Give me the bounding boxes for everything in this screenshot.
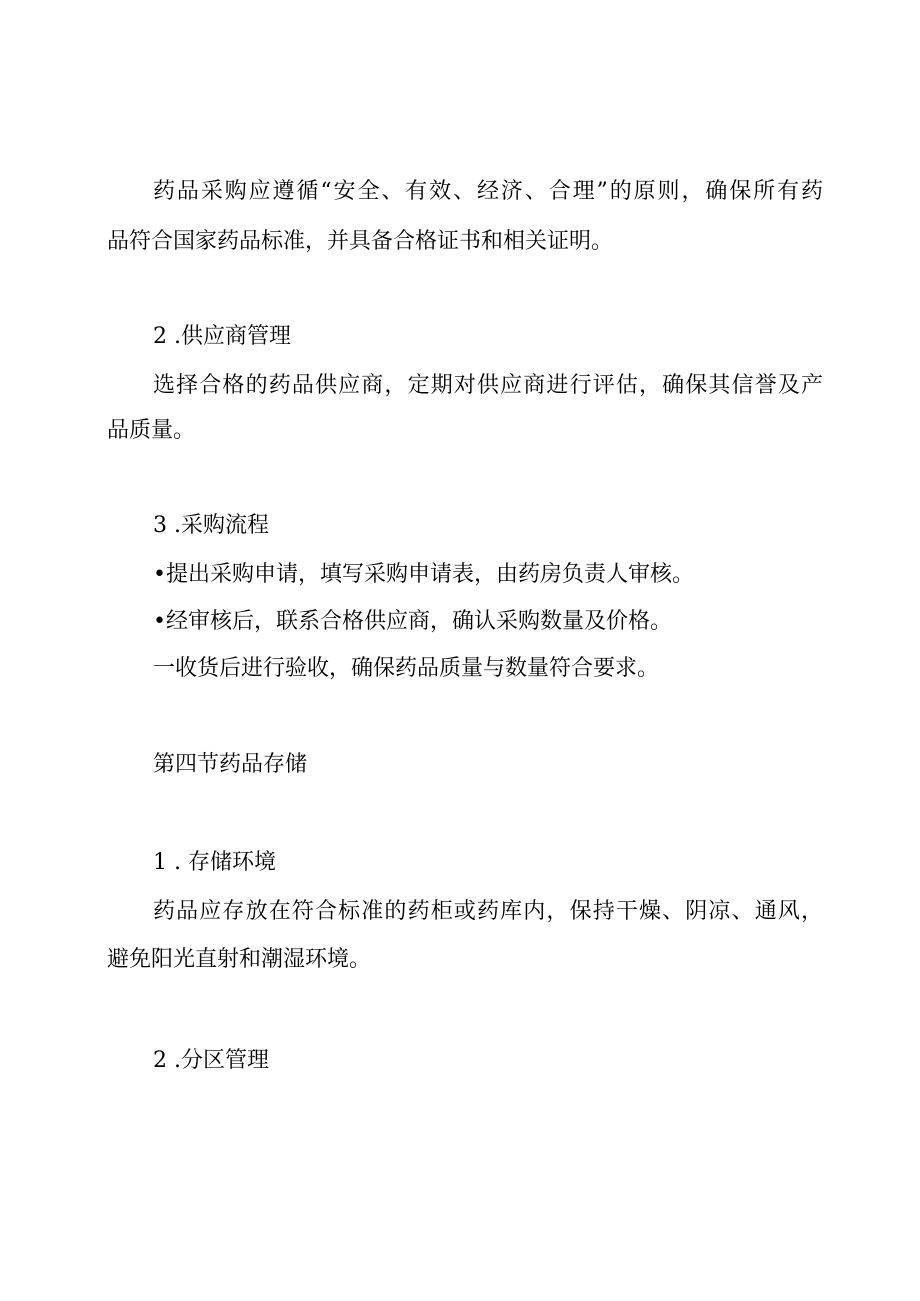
- paragraph-environment-line-2: 避免阳光直射和潮湿环境。: [107, 947, 372, 972]
- chapter-title-storage: 第四节药品存储: [153, 752, 308, 777]
- paragraph-principle-line-1: 药品采购应遵循“安全、有效、经济、合理”的原则，确保所有药: [153, 179, 823, 204]
- process-list-item: 一收货后进行验收，确保药品质量与数量符合要求。: [153, 656, 660, 681]
- section-heading-process: 3 .采购流程: [153, 513, 269, 538]
- section-heading-zoning: 2 .分区管理: [153, 1048, 269, 1073]
- paragraph-environment-line-1: 药品应存放在符合标准的药柜或药库内，保持干燥、阴凉、通风，: [153, 899, 823, 924]
- section-heading-supplier: 2 .供应商管理: [153, 324, 291, 349]
- paragraph-supplier-line-1: 选择合格的药品供应商，定期对供应商进行评估，确保其信誉及产: [153, 373, 823, 398]
- paragraph-supplier-line-2: 品质量。: [107, 418, 196, 443]
- paragraph-principle-line-2: 品符合国家药品标准，并具备合格证书和相关证明。: [107, 229, 614, 254]
- section-heading-environment: 1 . 存储环境: [153, 850, 276, 875]
- process-list-item: •经审核后，联系合格供应商，确认采购数量及价格。: [153, 609, 672, 634]
- process-list-item: •提出采购申请，填写采购申请表，由药房负责人审核。: [153, 562, 694, 587]
